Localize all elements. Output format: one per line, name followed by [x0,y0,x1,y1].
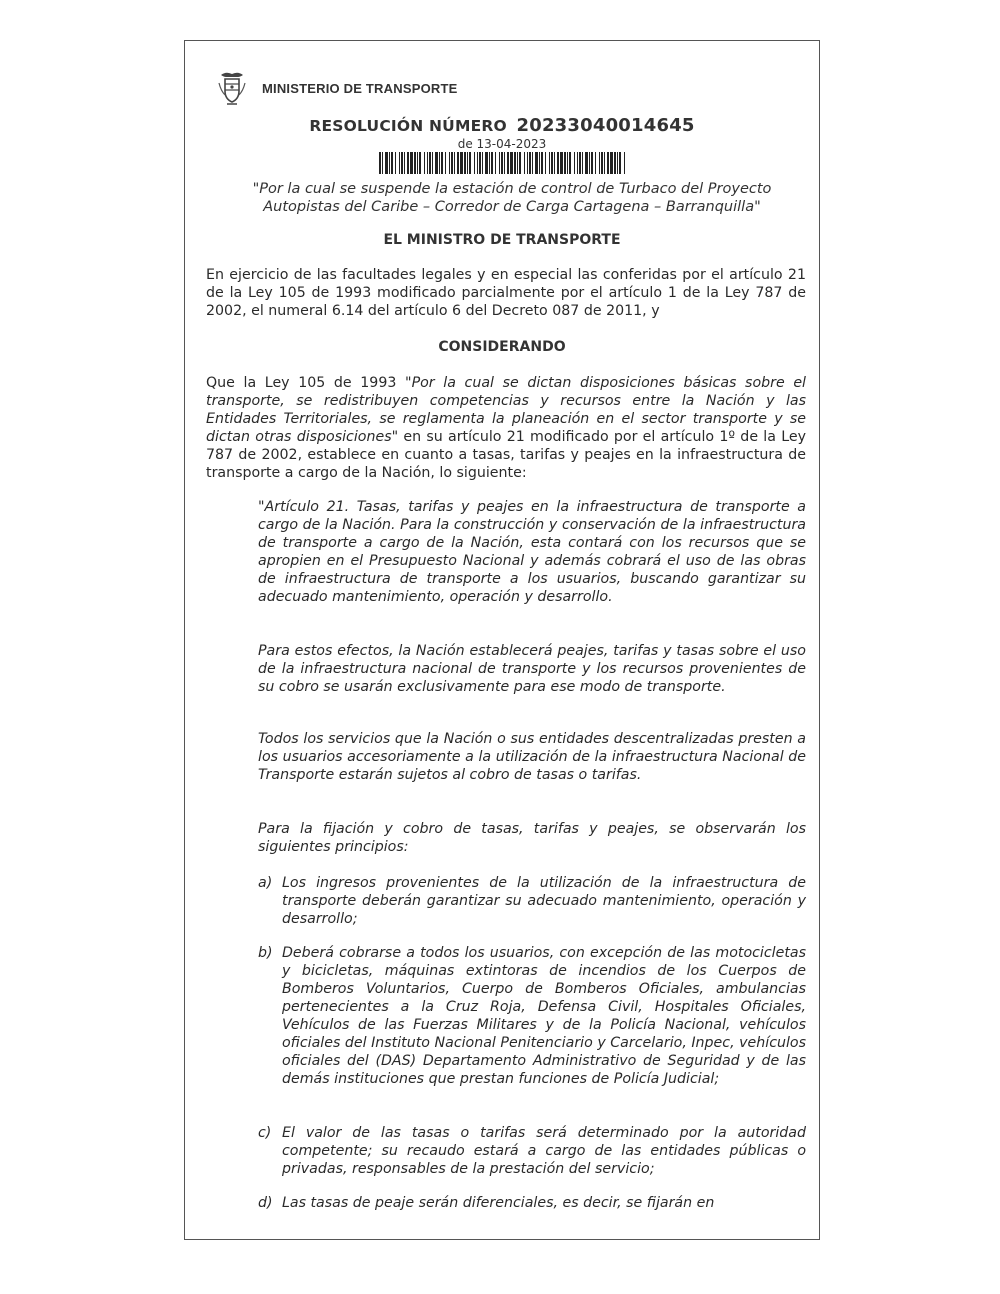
principle-item-d [258,1194,806,1212]
considerando-text-end: " en su artículo 21 modificado por el artículo 1º de la Ley 787 de 2002, establece en cuanto a tasas, tarifas y peajes en la infraestructura de transporte a cargo de la Nación, lo siguiente: [206,429,806,481]
list-marker: d) [258,1195,273,1211]
resolution-date: de 13-04-2023 [457,137,547,151]
quote-paragraph-3: Todos los servicios que la Nación o sus entidades descentralizadas presten a los usuarios accesoriamente a la utilización de la infraestructura Nacional de Transporte estarán sujetos al cobro de tasas o tarifas. [258,731,806,783]
principle-item-c [258,1124,806,1178]
resolution-label: RESOLUCIÓN NÚMERO [309,117,507,135]
considerando-paragraph [206,374,806,482]
barcode-icon [379,152,625,174]
list-marker: a) [258,875,273,891]
considerando-text-start: Que la Ley 105 de 1993 " [206,375,412,391]
quote-paragraph-1: "Artículo 21. Tasas, tarifas y peajes en la infraestructura de transporte a cargo de la Nación. Para la construcción y conservación de la infraestructura de transporte a cargo de la Nación, esta contará con los recursos que se apropien en el Presupuesto Nacional y además cobrará el uso de las obras de infraestructura de transporte a los usuarios, buscando garantizar su adecuado mantenimiento, operación y desarrollo. [258,499,806,605]
resolution-title [184,115,820,136]
resolution-title-block [184,115,820,174]
law-title-quote: Por la cual se dictan disposiciones básicas sobre el transporte, se redistribuyen competencias y recursos entre la Nación y las Entidades Territoriales, se reglamenta la planeación en el sector transporte y se dictan otras disposiciones [206,375,807,445]
colombia-coat-of-arms-icon [218,71,246,105]
intro-paragraph: En ejercicio de las facultades legales y en especial las conferidas por el artículo 21 de la Ley 105 de 1993 modificado parcialmente por el artículo 1 de la Ley 787 de 2002, el numeral 6.14 del artículo 6 del Decreto 087 de 2011, y [206,267,806,319]
principle-text: El valor de las tasas o tarifas será determinado por la autoridad competente; su recaudo estará a cargo de las entidades públicas o privadas, responsables de la prestación del servicio; [282,1125,806,1177]
ministry-name: MINISTERIO DE TRANSPORTE [262,80,458,96]
document-header [218,68,457,108]
principle-text: Los ingresos provenientes de la utilización de la infraestructura de transporte deberán garantizar su adecuado mantenimiento, operación y desarrollo; [282,875,806,927]
considerando-heading: CONSIDERANDO [438,339,566,355]
minister-heading: EL MINISTRO DE TRANSPORTE [383,232,621,248]
principle-item-b [258,944,806,1088]
principle-text: Deberá cobrarse a todos los usuarios, con excepción de las motocicletas y bicicletas, máquinas extintoras de incendios de los Cuerpos de Bomberos Voluntarios, Cuerpo de Bomberos Oficiales, ambulancias pertenecientes a la Cruz Roja, Defensa Civil, Hospitales Oficiales, Vehículos de las Fuerzas Militares y de la Policía Nacional, vehículos oficiales del Instituto Nacional Penitenciario y Carcelario, Inpec, vehículos oficiales del (DAS) Departamento Administrativo de Seguridad y de las demás instituciones que prestan funciones de Policía Judicial; [282,945,806,1087]
resolution-number: 20233040014645 [516,115,695,136]
list-marker: b) [258,945,273,961]
quote-paragraph-4: Para la fijación y cobro de tasas, tarifas y peajes, se observarán los siguientes principios: [258,821,806,855]
principle-text: Las tasas de peaje serán diferenciales, es decir, se fijarán en [282,1195,715,1211]
quote-paragraph-2: Para estos efectos, la Nación establecerá peajes, tarifas y tasas sobre el uso de la infraestructura nacional de transporte y los recursos provenientes de su cobro se usarán exclusivamente para ese modo de transporte. [258,643,806,695]
resolution-subject: "Por la cual se suspende la estación de control de Turbaco del Proyecto Autopistas del Caribe – Corredor de Carga Cartagena – Barranquilla" [252,181,772,215]
list-marker: c) [258,1125,272,1141]
principle-item-a [258,874,806,928]
